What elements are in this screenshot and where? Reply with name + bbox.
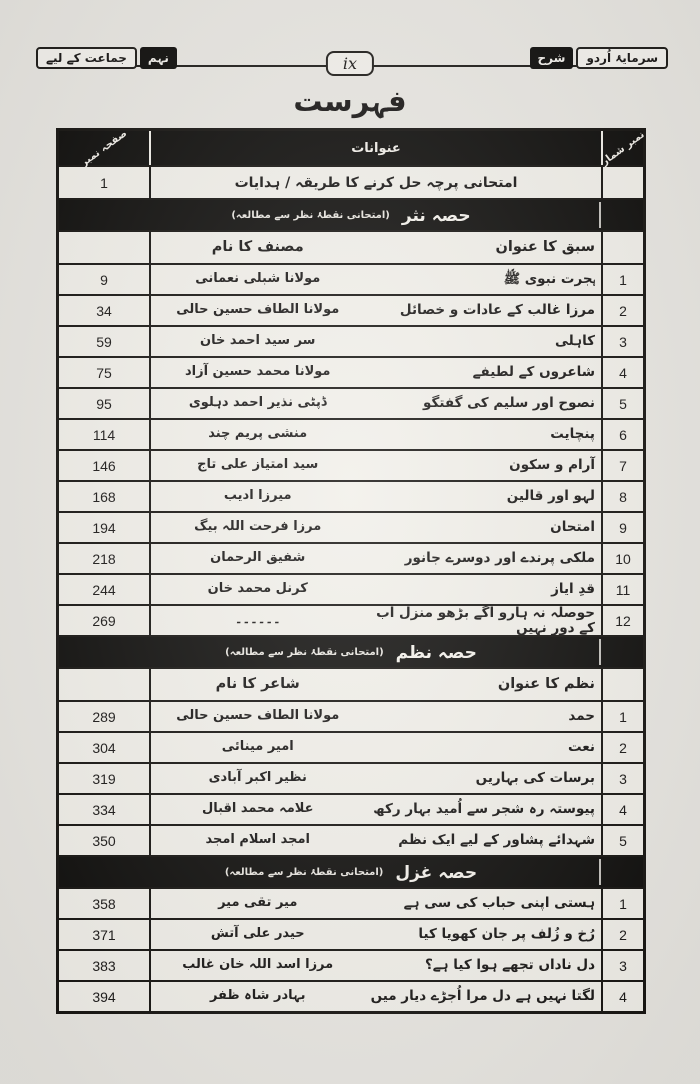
author-name: مولانا شبلی نعمانی [195, 271, 321, 287]
page-number: 9 [59, 265, 151, 294]
row-title: کاہلی [555, 333, 595, 350]
row-title: آرام و سکون [509, 457, 595, 474]
row-content [151, 826, 601, 855]
table-row [59, 263, 643, 294]
table-row [59, 824, 643, 855]
table-row [59, 700, 643, 731]
row-content [151, 733, 601, 762]
serial-number: 8 [601, 482, 643, 511]
table-row [59, 418, 643, 449]
row-content [151, 296, 601, 325]
serial-number-cell [601, 167, 643, 198]
author-name: امیر مینائی [221, 739, 294, 755]
header-right-group [530, 47, 668, 69]
page-number: 350 [59, 826, 151, 855]
title-column-header: نظم کا عنوان [497, 675, 595, 692]
serial-number: 4 [601, 358, 643, 387]
row-content [151, 889, 601, 918]
row-title: پنچایت [550, 426, 595, 443]
grade-badge: نہم [140, 47, 177, 69]
row-content [151, 482, 601, 511]
serial-number: 3 [601, 327, 643, 356]
serial-number: 3 [601, 951, 643, 980]
page-column-header: صفحہ نمبر [78, 127, 130, 169]
row-title: امتحان [550, 519, 595, 536]
page-number: 383 [59, 951, 151, 980]
serial-number: 11 [601, 575, 643, 604]
page-number: 289 [59, 702, 151, 731]
row-content [151, 327, 601, 356]
serial-column-divider [599, 202, 601, 228]
intro-row-title: امتحانی پرچہ حل کرنے کا طریقہ / ہدایات [234, 174, 518, 191]
row-content [151, 389, 601, 418]
section-subheader-row [59, 667, 643, 700]
author-name: ۔۔۔۔۔۔ [234, 612, 281, 628]
row-content [151, 795, 601, 824]
table-row [59, 731, 643, 762]
section-bar [59, 198, 643, 230]
table-row [59, 511, 643, 542]
serial-number: 12 [601, 606, 643, 635]
author-name: مولانا الطاف حسین حالی [176, 302, 340, 318]
author-name: امجد اسلام امجد [205, 832, 310, 848]
section-bar [59, 855, 643, 887]
page-number: 95 [59, 389, 151, 418]
table-row [59, 762, 643, 793]
serial-number: 7 [601, 451, 643, 480]
topics-column-header: عنوانات [151, 131, 601, 165]
page-number: 34 [59, 296, 151, 325]
row-title: قدِ ایاز [551, 581, 595, 598]
page-number: 269 [59, 606, 151, 635]
serial-number: 1 [601, 702, 643, 731]
table-row [59, 325, 643, 356]
contents-table [56, 128, 646, 1014]
row-title: حوصلہ نہ ہارو آگے بڑھو منزل اب کے دور نہیں [376, 604, 595, 636]
author-name: مرزا اسد اللہ خان غالب [182, 957, 334, 973]
section-note: (امتحانی نقطۂ نظر سے مطالعہ) [224, 866, 384, 878]
header-left-group [36, 47, 177, 69]
page-number: 371 [59, 920, 151, 949]
row-content [151, 544, 601, 573]
table-row [59, 918, 643, 949]
page-number: 244 [59, 575, 151, 604]
row-content [151, 575, 601, 604]
author-name: حیدر علی آتش [210, 926, 305, 942]
page-title: فہرست [293, 84, 407, 118]
row-content [151, 513, 601, 542]
table-row [59, 294, 643, 325]
section-name: حصہ غزل [395, 862, 478, 883]
section-bar [59, 635, 643, 667]
serial-number: 5 [601, 826, 643, 855]
author-name: منشی پریم چند [208, 426, 308, 442]
page-number: 1 [59, 167, 151, 198]
grade-for-box: جماعت کے لیے [36, 47, 137, 69]
subheader-content [151, 669, 601, 700]
row-title: مرزا غالب کے عادات و خصائل [399, 302, 595, 319]
author-name: سر سید احمد خان [200, 333, 316, 349]
serial-number: 3 [601, 764, 643, 793]
row-title: پیوستہ رہ شجر سے اُمید بہار رکھ [373, 801, 595, 818]
serial-number: 1 [601, 265, 643, 294]
row-title: ہجرت نبوی ﷺ [503, 271, 595, 288]
author-name: مولانا محمد حسین آزاد [184, 364, 331, 380]
author-name: ڈپٹی نذیر احمد دہلوی [188, 395, 327, 411]
table-row [59, 573, 643, 604]
row-title: شہدائے پشاور کے لیے ایک نظم [398, 832, 595, 849]
book-series-badge: شرح [530, 47, 574, 69]
table-row [59, 387, 643, 418]
row-title: نعت [568, 739, 595, 756]
serial-number: 4 [601, 795, 643, 824]
table-row [59, 480, 643, 511]
serial-number: 2 [601, 296, 643, 325]
serial-column-header: نمبر شمار [599, 128, 647, 168]
row-title: ملکی پرندے اور دوسرے جانور [404, 550, 595, 567]
row-content [151, 420, 601, 449]
running-header [0, 44, 700, 82]
section-note: (امتحانی نقطۂ نظر سے مطالعہ) [225, 646, 384, 658]
author-name: کرنل محمد خان [207, 581, 308, 597]
author-column-header: مصنف کا نام [211, 238, 304, 255]
serial-number: 5 [601, 389, 643, 418]
row-content [151, 451, 601, 480]
row-title: رُخ و زُلف پر جان کھویا کیا [418, 926, 595, 943]
author-name: سید امتیاز علی تاج [197, 457, 319, 473]
page-number-cell [59, 669, 151, 700]
table-row [59, 542, 643, 573]
page-number: 75 [59, 358, 151, 387]
row-title: شاعروں کے لطیفے [472, 364, 595, 381]
page-number: 168 [59, 482, 151, 511]
section-subheader-row [59, 230, 643, 263]
row-title: لگتا نہیں ہے دل مرا اُجڑے دیار میں [370, 988, 595, 1005]
serial-number: 9 [601, 513, 643, 542]
section-name: حصہ نظم [395, 642, 477, 663]
page-number: 334 [59, 795, 151, 824]
page-column-header-cell [59, 127, 151, 169]
intro-row-content [151, 167, 601, 198]
page-number: 114 [59, 420, 151, 449]
row-content [151, 920, 601, 949]
table-row [59, 604, 643, 635]
row-title: ہستی اپنی حباب کی سی ہے [403, 895, 595, 912]
section-note: (امتحانی نقطۂ نظر سے مطالعہ) [231, 209, 390, 221]
row-content [151, 702, 601, 731]
page-number: 218 [59, 544, 151, 573]
page-number: 394 [59, 982, 151, 1011]
row-content [151, 982, 601, 1011]
page-number: 358 [59, 889, 151, 918]
table-row [59, 980, 643, 1011]
row-title: برسات کی بہاریں [475, 770, 595, 787]
author-name: نظیر اکبر آبادی [208, 770, 307, 786]
title-column-header: سبق کا عنوان [495, 238, 595, 255]
serial-number-cell [601, 232, 643, 263]
table-row [59, 793, 643, 824]
serial-number: 10 [601, 544, 643, 573]
author-name: میر تقی میر [218, 895, 298, 911]
serial-number: 6 [601, 420, 643, 449]
row-title: لہو اور قالین [506, 488, 595, 505]
table-row [59, 887, 643, 918]
row-content [151, 606, 601, 635]
section-name: حصہ نثر [401, 205, 471, 226]
author-name: مرزا فرحت اللہ بیگ [194, 519, 322, 535]
serial-column-divider [599, 639, 601, 665]
table-header-row [59, 127, 647, 169]
intro-row [59, 165, 643, 198]
page-number-cell [59, 232, 151, 263]
table-row [59, 949, 643, 980]
serial-number-cell [601, 669, 643, 700]
serial-number: 1 [601, 889, 643, 918]
roman-page-number: ix [326, 51, 374, 76]
row-title: نصوح اور سلیم کی گفتگو [423, 395, 595, 412]
row-content [151, 265, 601, 294]
serial-number: 2 [601, 920, 643, 949]
row-title: حمد [568, 708, 595, 725]
row-content [151, 358, 601, 387]
page-number: 304 [59, 733, 151, 762]
serial-number: 2 [601, 733, 643, 762]
serial-column-header-cell [599, 128, 647, 168]
author-column-header: شاعر کا نام [215, 675, 300, 692]
page-number: 319 [59, 764, 151, 793]
row-content [151, 764, 601, 793]
serial-column-divider [599, 859, 601, 885]
author-name: شفیق الرحمان [210, 550, 306, 566]
row-title: دل ناداں تجھے ہوا کیا ہے؟ [424, 957, 595, 974]
author-name: میرزا ادیب [223, 488, 292, 504]
page-number: 146 [59, 451, 151, 480]
table-row [59, 356, 643, 387]
author-name: بہادر شاہ ظفر [209, 988, 306, 1004]
book-title-box: سرمایۂ اُردو [576, 47, 668, 69]
table-row [59, 449, 643, 480]
author-name: مولانا الطاف حسین حالی [176, 708, 340, 724]
subheader-content [151, 232, 601, 263]
page-number: 194 [59, 513, 151, 542]
page-number: 59 [59, 327, 151, 356]
serial-number: 4 [601, 982, 643, 1011]
row-content [151, 951, 601, 980]
author-name: علامہ محمد اقبال [201, 801, 314, 817]
